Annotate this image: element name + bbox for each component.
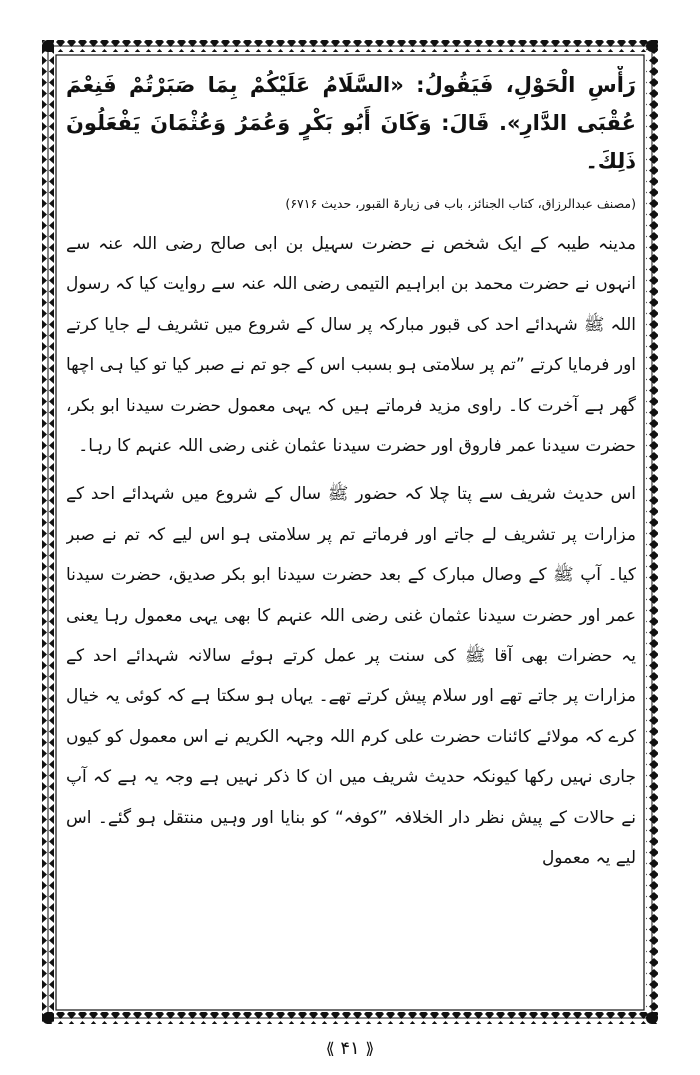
corner-ornament	[42, 40, 54, 52]
page-number-value: ۴۱	[340, 1038, 360, 1059]
hadith-reference: (مصنف عبدالرزاق، کتاب الجنائز، باب فی زیارۃ القبور، حدیث ۶۷۱۶)	[285, 196, 636, 211]
corner-ornament	[646, 1012, 658, 1024]
page-number-ornament-left: ⟪	[325, 1039, 335, 1058]
page-content	[66, 66, 636, 1006]
paragraph-1: مدینہ طیبہ کے ایک شخص نے حضرت سہیل بن ابی صالح رضی اللہ عنہ سے انہوں نے حضرت محمد بن ابراہیم التیمی رضی اللہ عنہ سے روایت کیا کہ رسول اللہ ﷺ شہدائے احد کی قبور مبارکہ پر سال کے شروع میں تشریف لے جایا کرتے اور فرمایا کرتے ”تم پر سلامتی ہو بسبب اس کے جو تم نے صبر کیا تو کیا ہی اچھا گھر ہے آخرت کا۔ راوی مزید فرماتے ہیں کہ یہی معمول حضرت سیدنا ابو بکر، حضرت سیدنا عمر فاروق اور حضرت سیدنا عثمان غنی رضی اللہ عنہم کا رہا۔	[66, 234, 636, 457]
arabic-hadith-text: رَأْسِ الْحَوْلِ، فَيَقُولُ: «السَّلَامُ عَلَيْكُمْ بِمَا صَبَرْتُمْ فَنِعْمَ عُقْبَى الدَّارِ». قَالَ: وَكَانَ أَبُو بَكْرٍ وَعُمَرُ وَعُثْمَانَ يَفْعَلُونَ ذَلِكَ۔	[66, 73, 636, 173]
corner-ornament	[646, 40, 658, 52]
page-number	[300, 1032, 400, 1066]
corner-ornament	[42, 1012, 54, 1024]
paragraph-2: اس حدیث شریف سے پتا چلا کہ حضور ﷺ سال کے شروع میں شہدائے احد کے مزارات پر تشریف لے جاتے اور فرماتے تم پر سلامتی ہو اس لیے کہ تم نے صبر کیا۔ آپ ﷺ کے وصال مبارک کے بعد حضرت سیدنا ابو بکر صدیق، حضرت سیدنا عمر اور حضرت سیدنا عثمان غنی رضی اللہ عنہم کا بھی یہی معمول رہا یعنی یہ حضرات بھی آقا ﷺ کی سنت پر عمل کرتے ہوئے سالانہ شہدائے احد کے مزارات پر جاتے تھے اور سلام پیش کرتے تھے۔ یہاں ہو سکتا ہے کہ کوئی یہ خیال کرے کہ مولائے کائنات حضرت علی کرم اللہ وجہہ الکریم نے اس معمول کو کیوں جاری نہیں رکھا کیونکہ حدیث شریف میں ان کا ذکر نہیں ہے وجہ یہ ہے کہ آپ نے حالات کے پیش نظر دار الخلافہ ”کوفہ“ کو بنایا اور وہیں منتقل ہو گئے۔ اس لیے یہ معمول	[66, 484, 636, 869]
page-number-ornament-right: ⟫	[365, 1039, 375, 1058]
